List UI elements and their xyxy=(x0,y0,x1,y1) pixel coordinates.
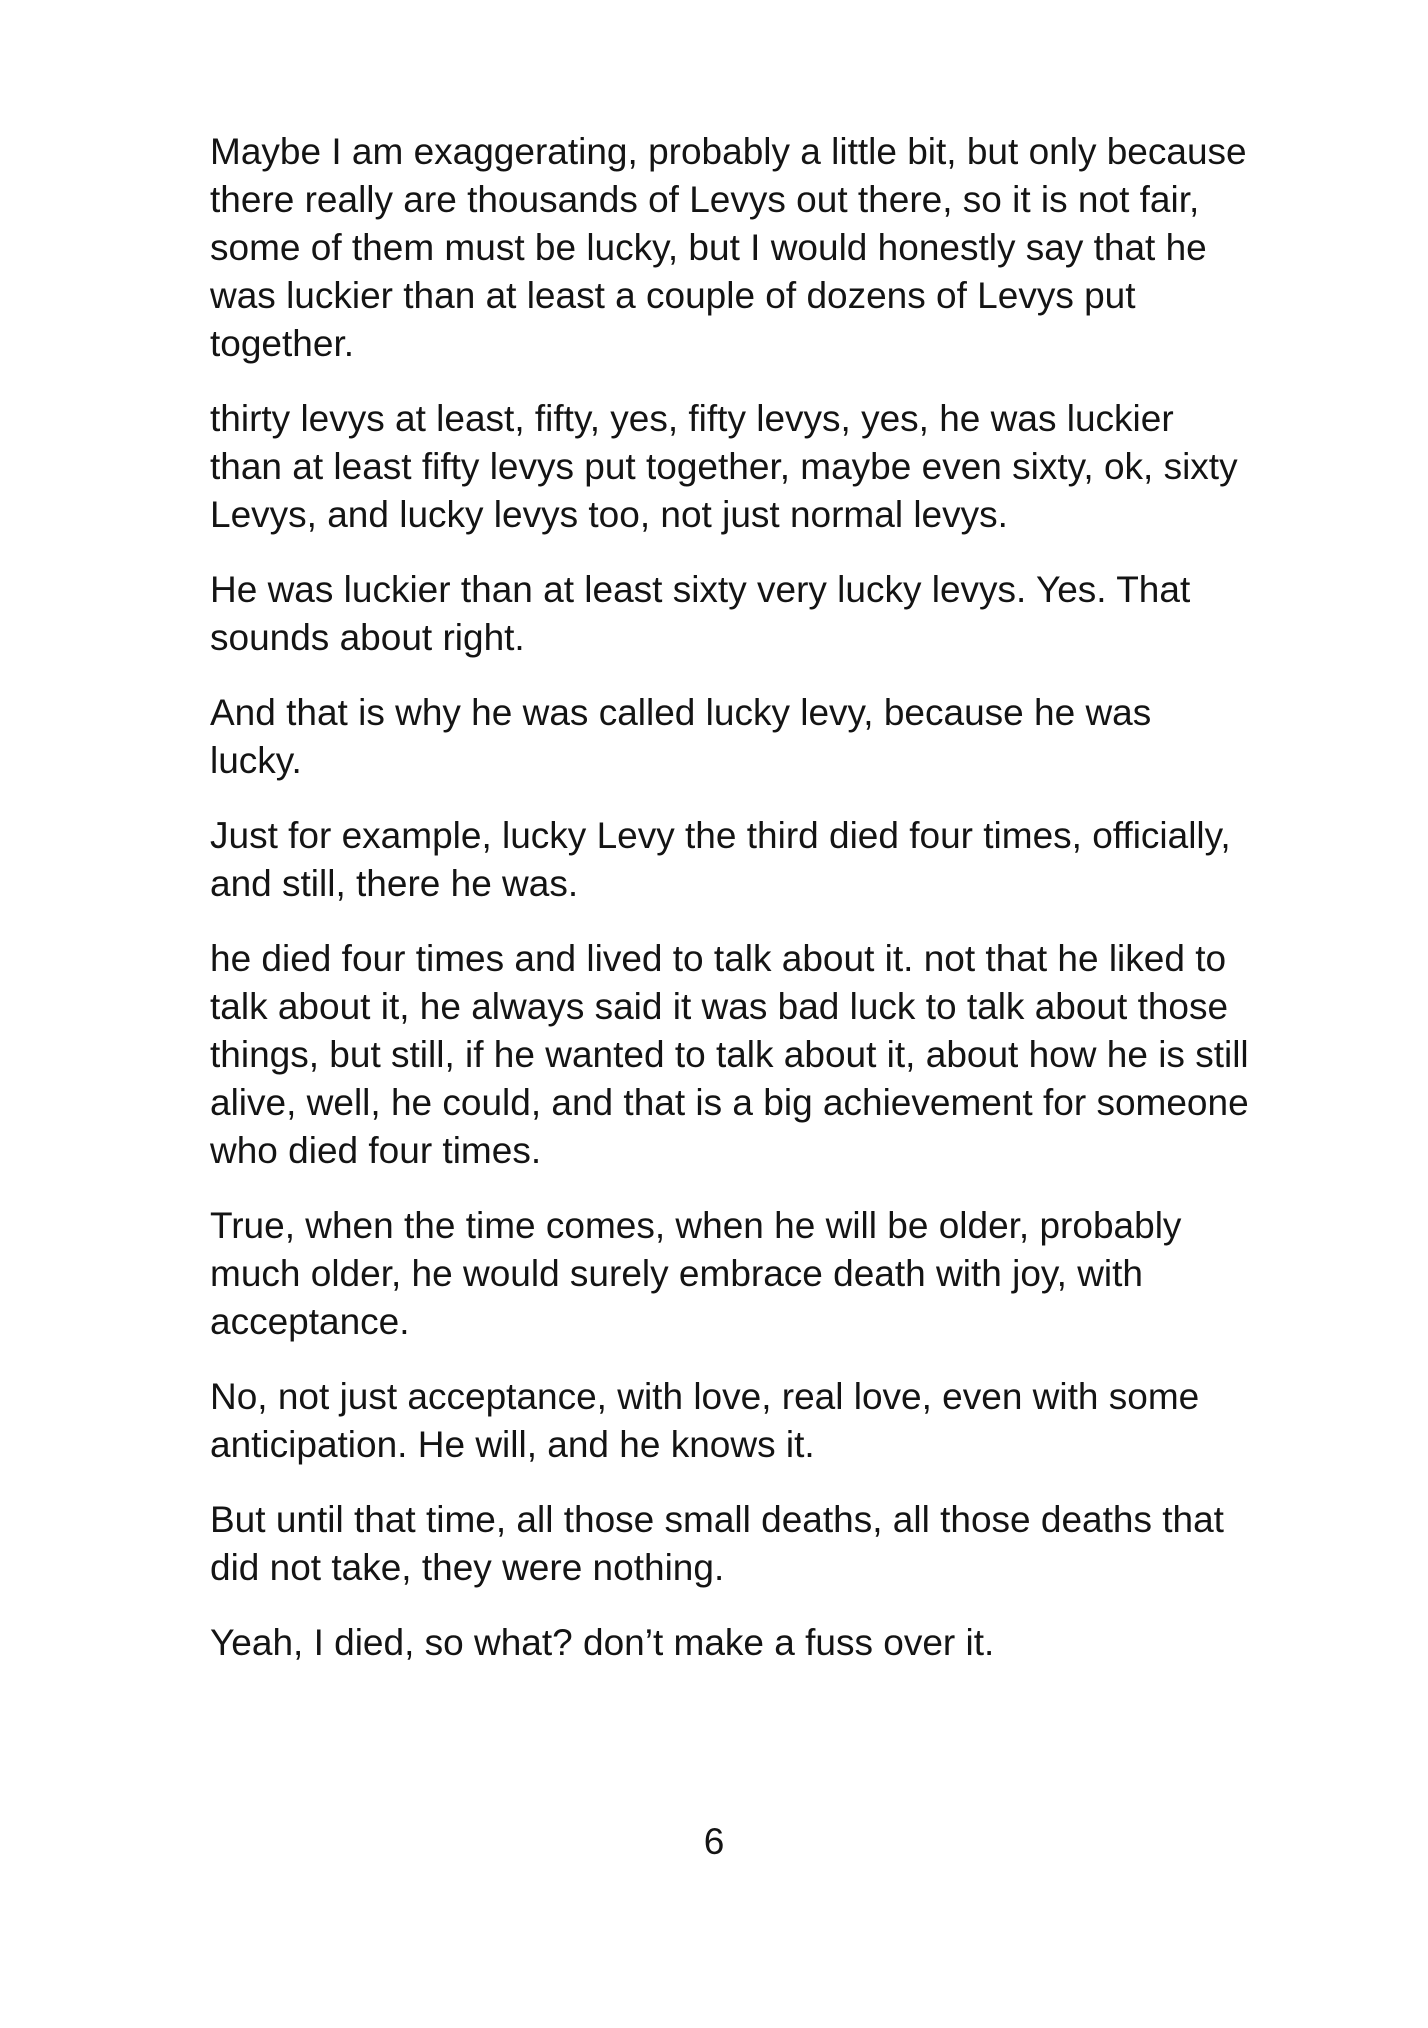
page-number: 6 xyxy=(703,1821,725,1862)
paragraph-2: thirty levys at least, fifty, yes, fifty levys, yes, he was luckier than at least fifty levys put together, maybe even sixty, ok, sixty Levys, and lucky levys too, not just normal levys. xyxy=(210,398,1238,535)
paragraph-10: Yeah, I died, so what? don’t make a fuss over it. xyxy=(210,1622,995,1663)
paragraph-5: Just for example, lucky Levy the third died four times, officially, and still, there he was. xyxy=(210,815,1231,904)
paragraph-4: And that is why he was called lucky levy, because he was lucky. xyxy=(210,692,1152,781)
paragraph-7: True, when the time comes, when he will be older, probably much older, he would surely embrace death with joy, with acceptance. xyxy=(210,1205,1182,1342)
paragraph-8: No, not just acceptance, with love, real love, even with some anticipation. He will, and he knows it. xyxy=(210,1376,1200,1465)
paragraph-9: But until that time, all those small deaths, all those deaths that did not take, they were nothing. xyxy=(210,1499,1224,1588)
paragraph-6: he died four times and lived to talk about it. not that he liked to talk about it, he always said it was bad luck to talk about those things, but still, if he wanted to talk about it, about how he is still alive, well, he could, and that is a big achievement for someone who died four times. xyxy=(210,938,1249,1171)
paragraph-3: He was luckier than at least sixty very lucky levys. Yes. That sounds about right. xyxy=(210,569,1191,658)
paragraph-1: Maybe I am exaggerating, probably a little bit, but only because there really are thousands of Levys out there, so it is not fair, some of them must be lucky, but I would honestly say that he was luckier than at least a couple of dozens of Levys put together. xyxy=(210,131,1247,364)
body-text xyxy=(210,128,1250,1694)
